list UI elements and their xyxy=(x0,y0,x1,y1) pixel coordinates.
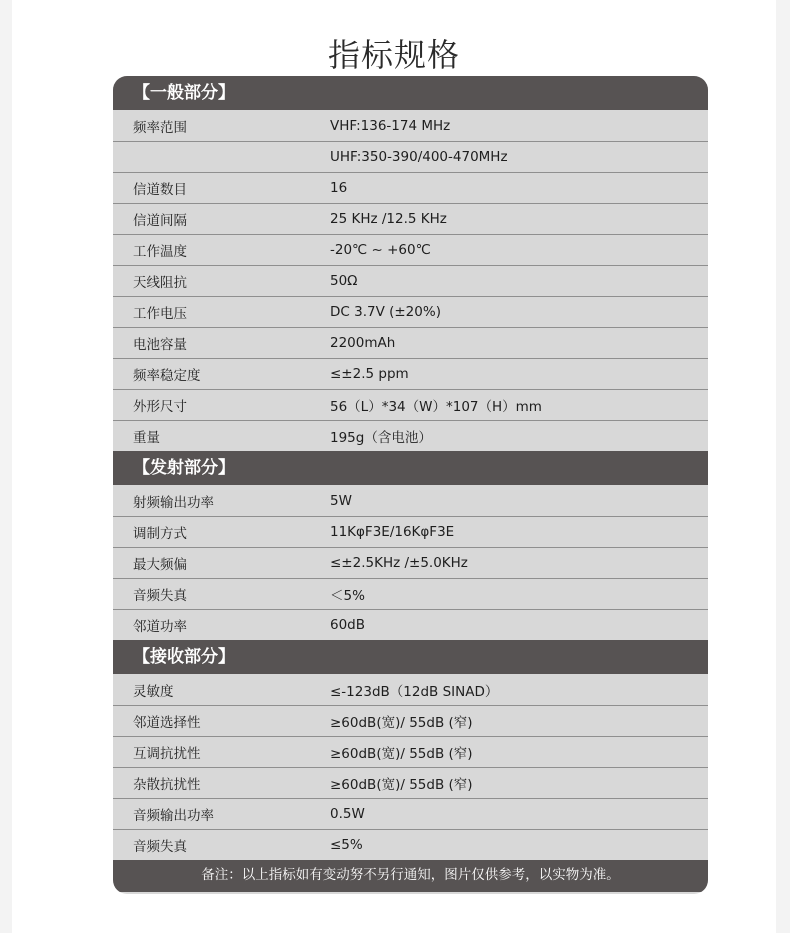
spec-label: 信道间隔 xyxy=(133,213,187,229)
table-row xyxy=(113,829,708,860)
spec-label: 重量 xyxy=(133,430,160,446)
spec-value: ≤5% xyxy=(330,837,363,853)
footer-note: 备注：以上指标如有变动努不另行通知，图片仅供参考，以实物为准。 xyxy=(113,860,708,892)
spec-value: 5W xyxy=(330,492,352,509)
spec-label: 互调抗扰性 xyxy=(133,746,201,762)
spec-label: 信道数目 xyxy=(133,182,187,198)
spec-value: 56（L）*34（W）*107（H）mm xyxy=(330,399,542,415)
spec-label: 音频失真 xyxy=(133,839,187,855)
table-row xyxy=(113,389,708,420)
table-row xyxy=(113,203,708,234)
table-row xyxy=(113,547,708,578)
spec-value: 2200mAh xyxy=(330,335,396,351)
spec-page xyxy=(12,0,776,933)
spec-value: ≤±2.5KHz /±5.0KHz xyxy=(330,555,468,571)
spec-value: ≥60dB(宽)/ 55dB (窄) xyxy=(330,746,473,762)
spec-label: 最大频偏 xyxy=(133,557,187,573)
table-row xyxy=(113,234,708,265)
spec-value: ≥60dB(宽)/ 55dB (窄) xyxy=(330,715,473,731)
spec-table xyxy=(113,76,708,894)
table-row xyxy=(113,327,708,358)
spec-value: 16 xyxy=(330,180,348,196)
table-row xyxy=(113,516,708,547)
spec-value: 25 KHz /12.5 KHz xyxy=(330,211,447,227)
spec-label: 调制方式 xyxy=(133,526,187,542)
section-header-general: 【一般部分】 xyxy=(113,76,708,110)
table-row xyxy=(113,265,708,296)
table-row xyxy=(113,420,708,451)
spec-value: ≤-123dB（12dB SINAD） xyxy=(330,683,499,700)
spec-label: 射频输出功率 xyxy=(133,494,214,511)
spec-value: 195g（含电池） xyxy=(330,430,432,446)
spec-value: 60dB xyxy=(330,617,366,633)
table-row xyxy=(113,141,708,172)
page-title: 指标规格 xyxy=(327,36,460,74)
spec-value: -20℃ ~ +60℃ xyxy=(330,242,431,258)
table-row xyxy=(113,485,708,516)
table-row xyxy=(113,110,708,141)
spec-label: 频率稳定度 xyxy=(133,368,201,384)
spec-value: 0.5W xyxy=(330,806,365,822)
spec-value: ＜5% xyxy=(330,588,365,604)
table-row xyxy=(113,736,708,767)
spec-value: 50Ω xyxy=(330,273,358,289)
table-row xyxy=(113,674,708,705)
spec-label: 工作电压 xyxy=(133,306,187,322)
table-row xyxy=(113,705,708,736)
spec-label: 频率范围 xyxy=(133,119,187,136)
table-row xyxy=(113,296,708,327)
spec-value: DC 3.7V (±20%) xyxy=(330,304,441,320)
spec-label: 音频输出功率 xyxy=(133,808,214,824)
table-row xyxy=(113,609,708,640)
spec-label: 灵敏度 xyxy=(133,683,174,700)
spec-label: 邻道选择性 xyxy=(133,715,201,731)
spec-value: UHF:350-390/400-470MHz xyxy=(330,149,508,165)
spec-label: 杂散抗扰性 xyxy=(133,777,201,793)
spec-label: 电池容量 xyxy=(133,337,187,353)
spec-label: 工作温度 xyxy=(133,244,187,260)
spec-label: 音频失真 xyxy=(133,588,187,604)
table-row xyxy=(113,172,708,203)
table-row xyxy=(113,767,708,798)
spec-value: ≤±2.5 ppm xyxy=(330,366,409,382)
spec-value: VHF:136-174 MHz xyxy=(330,117,451,134)
section-header-receive: 【接收部分】 xyxy=(113,640,708,674)
spec-label: 天线阻抗 xyxy=(133,275,187,291)
table-row xyxy=(113,798,708,829)
spec-label: 外形尺寸 xyxy=(133,399,187,415)
section-header-transmit: 【发射部分】 xyxy=(113,451,708,485)
spec-label: 邻道功率 xyxy=(133,619,187,635)
spec-value: 11KφF3E/16KφF3E xyxy=(330,524,455,540)
table-row xyxy=(113,578,708,609)
table-row xyxy=(113,358,708,389)
spec-value: ≥60dB(宽)/ 55dB (窄) xyxy=(330,777,473,793)
